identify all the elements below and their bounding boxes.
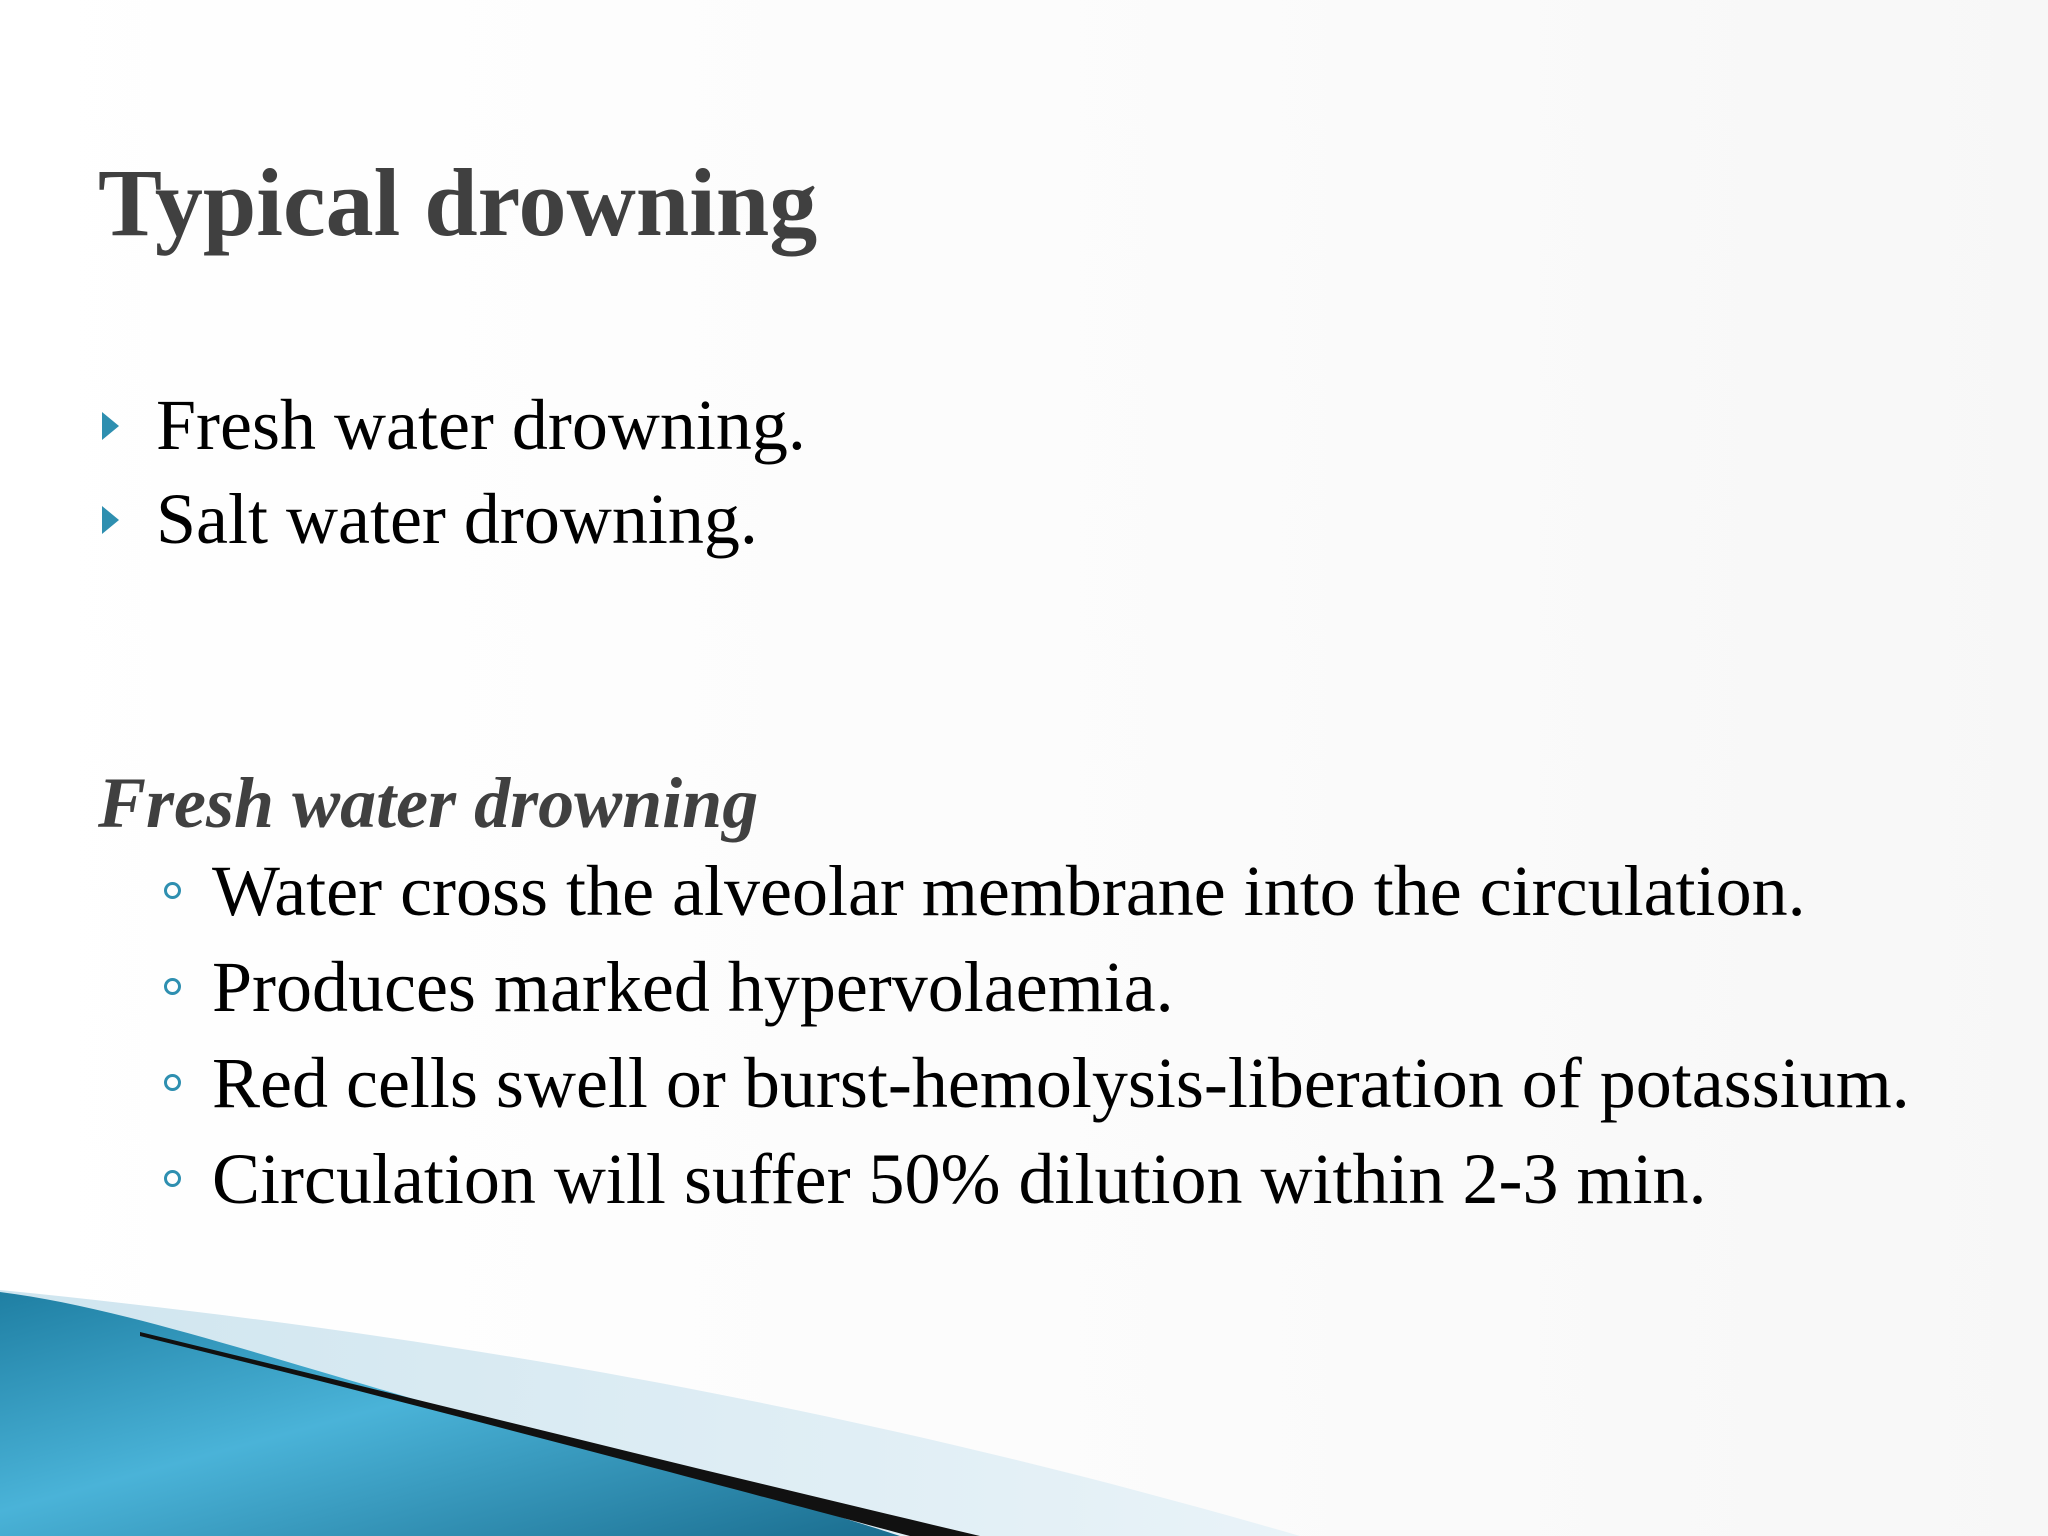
- pale-wave-shape: [0, 1290, 1300, 1536]
- list-item: [98, 472, 806, 566]
- section-heading: Fresh water drowning: [98, 763, 759, 843]
- ring-bullet-icon: [164, 978, 181, 995]
- black-stripe-shape: [140, 1332, 980, 1536]
- sub-bullet-list: [160, 848, 1990, 1232]
- bullet-text: Salt water drowning.: [156, 479, 758, 559]
- main-bullet-list: [98, 378, 806, 566]
- blue-wave-shape: [0, 1292, 900, 1536]
- list-item: [160, 1136, 1990, 1222]
- ring-bullet-icon: [164, 882, 181, 899]
- sub-bullet-text: Water cross the alveolar membrane into the circulation.: [212, 851, 1806, 931]
- triangle-bullet-icon: [102, 412, 119, 440]
- sub-bullet-text: Produces marked hypervolaemia.: [212, 947, 1174, 1027]
- list-item: [98, 378, 806, 472]
- sub-bullet-text: Red cells swell or burst-hemolysis-liberation of potassium.: [212, 1043, 1910, 1123]
- list-item: [160, 944, 1990, 1030]
- slide-title: Typical drowning: [98, 149, 818, 256]
- bullet-text: Fresh water drowning.: [156, 385, 806, 465]
- sub-bullet-text: Circulation will suffer 50% dilution within 2-3 min.: [212, 1139, 1707, 1219]
- list-item: [160, 1040, 1990, 1126]
- ring-bullet-icon: [164, 1170, 181, 1187]
- triangle-bullet-icon: [102, 506, 119, 534]
- list-item: [160, 848, 1990, 934]
- ring-bullet-icon: [164, 1074, 181, 1091]
